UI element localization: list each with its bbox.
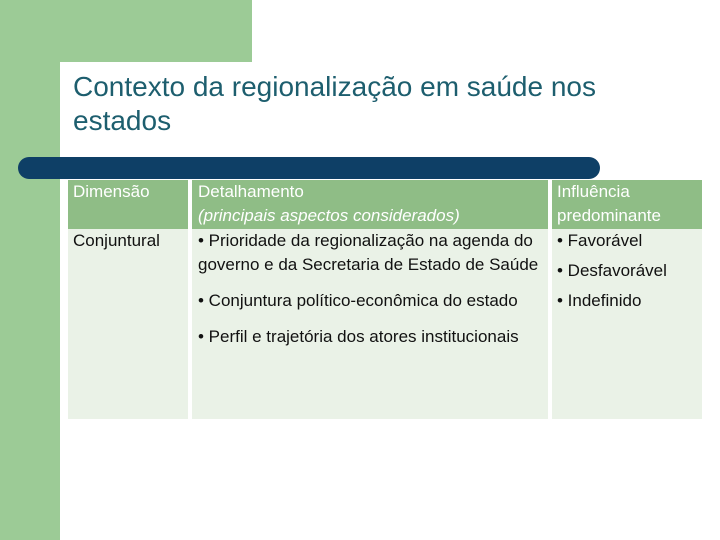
row-influence-cell [552,229,702,419]
influence-favorable: • Favorável [557,231,643,250]
row-detail-cell [192,229,548,419]
header-dimension-label: Dimensão [73,182,150,201]
header-detail-sublabel: (principais aspectos considerados) [198,206,460,225]
header-dimension [68,180,188,229]
header-influence-sublabel: predominante [557,206,661,225]
detail-item-conjuncture: • Conjuntura político-econômica do estado [198,291,518,310]
title-divider-bar [18,157,600,179]
header-detail [192,180,548,229]
detail-item-priority: • Prioridade da regionalização na agenda do governo e da Secretaria de Estado de Saúde [198,231,539,274]
header-detail-label: Detalhamento [198,182,304,201]
header-influence [552,180,702,229]
influence-undefined: • Indefinido [557,291,642,310]
row-dimension: Conjuntural [73,231,160,250]
header-influence-label: Influência [557,182,630,201]
left-decor-band [0,0,60,540]
influence-unfavorable: • Desfavorável [557,261,667,280]
row-dimension-cell [68,229,188,419]
detail-item-actors: • Perfil e trajetória dos atores institucionais [198,327,519,346]
slide-title: Contexto da regionalização em saúde nos estados [73,71,597,136]
top-decor-band [0,0,252,62]
